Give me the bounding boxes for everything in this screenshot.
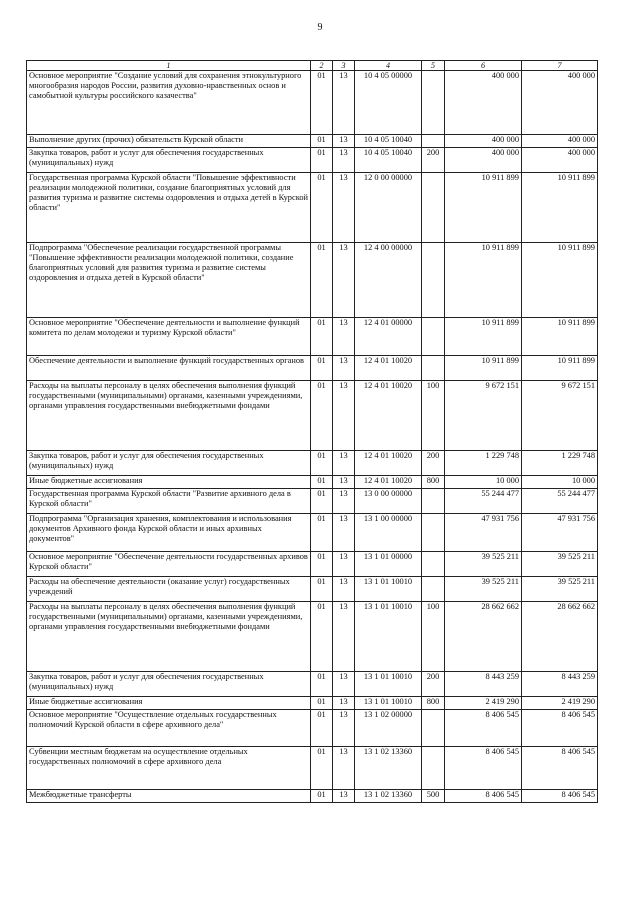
row-amount-year2-cell: 8 406 545 [522,747,598,790]
row-name-cell: Подпрограмма "Обеспечение реализации государственной программы "Повышение эффективности реализации молодежной политики, создание благоприятных условий для развития туризма и развитие системы оздоровления и отдыха детей в Курской области" [27,243,311,318]
row-section-cell: 01 [311,790,333,803]
row-target-article-cell: 12 4 01 10020 [355,476,422,489]
row-amount-year1-cell: 8 406 545 [445,790,522,803]
row-section-cell: 01 [311,243,333,318]
row-target-article-cell: 13 1 01 00000 [355,552,422,577]
row-subsection-cell: 13 [333,552,355,577]
row-amount-year1-cell: 9 672 151 [445,381,522,451]
header-cell: 1 [27,61,311,71]
table-row [27,552,598,577]
row-amount-year2-cell: 2 419 290 [522,697,598,710]
row-amount-year1-cell: 10 911 899 [445,356,522,381]
row-subsection-cell: 13 [333,790,355,803]
row-target-article-cell: 12 0 00 00000 [355,173,422,243]
row-section-cell: 01 [311,672,333,697]
table-row [27,173,598,243]
row-section-cell: 01 [311,602,333,672]
row-section-cell: 01 [311,552,333,577]
row-name-cell: Государственная программа Курской области "Повышение эффективности реализации молодежной политики, создание благоприятных условий для развития туризма и развитие системы оздоровления и отдыха детей в Курской области" [27,173,311,243]
row-expense-type-cell [422,489,445,514]
row-name-cell: Расходы на выплаты персоналу в целях обеспечения выполнения функций государственными (муниципальными) органами, казенными учреждениями, органами управления государственными внебюджетными фондами [27,381,311,451]
row-subsection-cell: 13 [333,173,355,243]
row-subsection-cell: 13 [333,381,355,451]
row-expense-type-cell [422,710,445,747]
row-section-cell: 01 [311,710,333,747]
row-amount-year1-cell: 10 000 [445,476,522,489]
table-row [27,790,598,803]
row-expense-type-cell: 200 [422,148,445,173]
row-amount-year2-cell: 8 406 545 [522,710,598,747]
row-name-cell: Выполнение других (прочих) обязательств Курской области [27,135,311,148]
table-row [27,148,598,173]
row-amount-year2-cell: 400 000 [522,148,598,173]
row-subsection-cell: 13 [333,451,355,476]
row-amount-year1-cell: 39 525 211 [445,577,522,602]
row-section-cell: 01 [311,476,333,489]
row-expense-type-cell [422,356,445,381]
row-name-cell: Государственная программа Курской области "Развитие архивного дела в Курской области" [27,489,311,514]
row-section-cell: 01 [311,697,333,710]
row-subsection-cell: 13 [333,747,355,790]
table-row [27,476,598,489]
row-name-cell: Закупка товаров, работ и услуг для обеспечения государственных (муниципальных) нужд [27,451,311,476]
row-amount-year1-cell: 10 911 899 [445,318,522,356]
row-target-article-cell: 13 1 01 10010 [355,577,422,602]
row-expense-type-cell [422,135,445,148]
row-section-cell: 01 [311,451,333,476]
row-expense-type-cell: 100 [422,381,445,451]
table-row [27,710,598,747]
header-cell: 6 [445,61,522,71]
row-subsection-cell: 13 [333,318,355,356]
table-row [27,356,598,381]
row-expense-type-cell [422,747,445,790]
table-row [27,71,598,135]
table-row [27,672,598,697]
row-expense-type-cell: 200 [422,672,445,697]
row-amount-year1-cell: 10 911 899 [445,173,522,243]
row-expense-type-cell [422,243,445,318]
row-subsection-cell: 13 [333,697,355,710]
row-section-cell: 01 [311,577,333,602]
row-section-cell: 01 [311,381,333,451]
row-subsection-cell: 13 [333,602,355,672]
row-section-cell: 01 [311,514,333,552]
row-expense-type-cell: 100 [422,602,445,672]
row-amount-year2-cell: 55 244 477 [522,489,598,514]
header-cell: 4 [355,61,422,71]
row-amount-year2-cell: 8 443 259 [522,672,598,697]
row-name-cell: Расходы на выплаты персоналу в целях обеспечения выполнения функций государственными (муниципальными) органами, казенными учреждениями, органами управления государственными внебюджетными фондами [27,602,311,672]
page-number: 9 [317,22,323,33]
header-cell: 5 [422,61,445,71]
row-amount-year1-cell: 47 931 756 [445,514,522,552]
row-name-cell: Основное мероприятие "Создание условий для сохранения этнокультурного многообразия народов России, развития духовно-нравственных основ и самобытной культуры российского казачества" [27,71,311,135]
row-target-article-cell: 13 1 02 13360 [355,747,422,790]
row-expense-type-cell [422,514,445,552]
table-row [27,602,598,672]
row-expense-type-cell: 500 [422,790,445,803]
budget-table [26,60,598,803]
row-name-cell: Иные бюджетные ассигнования [27,476,311,489]
row-subsection-cell: 13 [333,243,355,318]
row-amount-year2-cell: 400 000 [522,71,598,135]
row-section-cell: 01 [311,318,333,356]
row-amount-year1-cell: 400 000 [445,135,522,148]
row-amount-year2-cell: 10 000 [522,476,598,489]
row-section-cell: 01 [311,135,333,148]
row-amount-year1-cell: 39 525 211 [445,552,522,577]
row-target-article-cell: 10 4 05 10040 [355,135,422,148]
row-name-cell: Закупка товаров, работ и услуг для обеспечения государственных (муниципальных) нужд [27,148,311,173]
row-name-cell: Подпрограмма "Организация хранения, комплектования и использования документов Архивного фонда Курской области и иных архивных документов" [27,514,311,552]
row-name-cell: Основное мероприятие "Обеспечение деятельности государственных архивов Курской области" [27,552,311,577]
header-cell: 3 [333,61,355,71]
row-expense-type-cell [422,552,445,577]
row-amount-year1-cell: 400 000 [445,71,522,135]
table-row [27,489,598,514]
row-section-cell: 01 [311,148,333,173]
row-amount-year1-cell: 8 406 545 [445,710,522,747]
row-amount-year1-cell: 400 000 [445,148,522,173]
row-expense-type-cell [422,173,445,243]
row-name-cell: Закупка товаров, работ и услуг для обеспечения государственных (муниципальных) нужд [27,672,311,697]
row-amount-year1-cell: 1 229 748 [445,451,522,476]
row-amount-year2-cell: 400 000 [522,135,598,148]
row-target-article-cell: 12 4 01 10020 [355,381,422,451]
table-row [27,243,598,318]
table-row [27,318,598,356]
row-subsection-cell: 13 [333,135,355,148]
row-name-cell: Основное мероприятие "Осуществление отдельных государственных полномочий Курской области в сфере архивного дела" [27,710,311,747]
row-amount-year2-cell: 39 525 211 [522,577,598,602]
row-name-cell: Обеспечение деятельности и выполнение функций государственных органов [27,356,311,381]
row-subsection-cell: 13 [333,148,355,173]
row-expense-type-cell: 800 [422,476,445,489]
row-target-article-cell: 12 4 01 00000 [355,318,422,356]
table-row [27,697,598,710]
row-subsection-cell: 13 [333,710,355,747]
row-amount-year2-cell: 47 931 756 [522,514,598,552]
row-amount-year2-cell: 39 525 211 [522,552,598,577]
row-amount-year2-cell: 10 911 899 [522,173,598,243]
row-section-cell: 01 [311,747,333,790]
table-header-row [27,61,598,71]
row-amount-year2-cell: 10 911 899 [522,318,598,356]
row-subsection-cell: 13 [333,672,355,697]
row-subsection-cell: 13 [333,476,355,489]
row-amount-year2-cell: 1 229 748 [522,451,598,476]
row-amount-year1-cell: 55 244 477 [445,489,522,514]
row-amount-year2-cell: 28 662 662 [522,602,598,672]
header-cell: 7 [522,61,598,71]
row-amount-year2-cell: 10 911 899 [522,243,598,318]
row-target-article-cell: 12 4 00 00000 [355,243,422,318]
table-row [27,514,598,552]
row-target-article-cell: 13 1 01 10010 [355,602,422,672]
row-amount-year2-cell: 10 911 899 [522,356,598,381]
row-target-article-cell: 10 4 05 00000 [355,71,422,135]
row-target-article-cell: 13 1 02 13360 [355,790,422,803]
row-expense-type-cell: 800 [422,697,445,710]
row-amount-year1-cell: 10 911 899 [445,243,522,318]
row-name-cell: Субвенции местным бюджетам на осуществление отдельных государственных полномочий в сфере архивного дела [27,747,311,790]
row-expense-type-cell [422,318,445,356]
header-cell: 2 [311,61,333,71]
row-target-article-cell: 13 0 00 00000 [355,489,422,514]
row-name-cell: Расходы на обеспечение деятельности (оказание услуг) государственных учреждений [27,577,311,602]
row-amount-year2-cell: 8 406 545 [522,790,598,803]
row-target-article-cell: 13 1 01 10010 [355,697,422,710]
table-body [27,71,598,803]
table-row [27,451,598,476]
row-target-article-cell: 13 1 00 00000 [355,514,422,552]
table-row [27,577,598,602]
row-amount-year1-cell: 8 443 259 [445,672,522,697]
row-section-cell: 01 [311,356,333,381]
row-amount-year1-cell: 8 406 545 [445,747,522,790]
row-amount-year1-cell: 28 662 662 [445,602,522,672]
row-subsection-cell: 13 [333,514,355,552]
table-row [27,747,598,790]
row-expense-type-cell [422,71,445,135]
row-amount-year1-cell: 2 419 290 [445,697,522,710]
row-subsection-cell: 13 [333,71,355,135]
row-amount-year2-cell: 9 672 151 [522,381,598,451]
row-section-cell: 01 [311,489,333,514]
row-expense-type-cell: 200 [422,451,445,476]
row-subsection-cell: 13 [333,489,355,514]
row-name-cell: Иные бюджетные ассигнования [27,697,311,710]
table-row [27,381,598,451]
table-row [27,135,598,148]
row-name-cell: Основное мероприятие "Обеспечение деятельности и выполнение функций комитета по делам молодежи и туризму Курской области" [27,318,311,356]
row-expense-type-cell [422,577,445,602]
row-subsection-cell: 13 [333,356,355,381]
row-target-article-cell: 12 4 01 10020 [355,356,422,381]
row-target-article-cell: 12 4 01 10020 [355,451,422,476]
row-section-cell: 01 [311,173,333,243]
row-name-cell: Межбюджетные трансферты [27,790,311,803]
row-target-article-cell: 13 1 01 10010 [355,672,422,697]
row-target-article-cell: 13 1 02 00000 [355,710,422,747]
row-target-article-cell: 10 4 05 10040 [355,148,422,173]
row-section-cell: 01 [311,71,333,135]
row-subsection-cell: 13 [333,577,355,602]
